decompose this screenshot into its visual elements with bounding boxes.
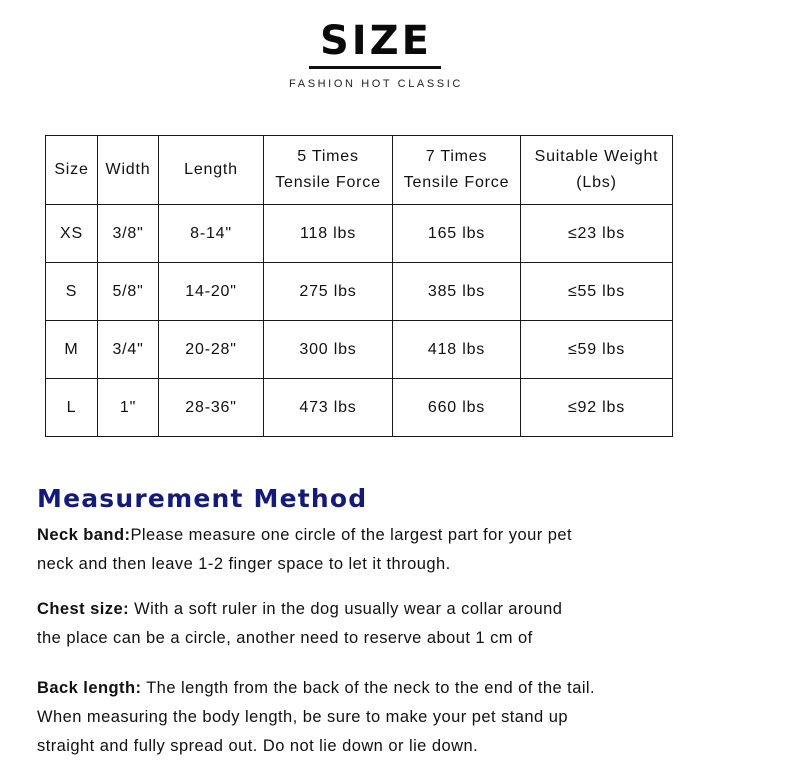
cell-length: 8-14"	[159, 205, 264, 263]
cell-7x-force: 660 lbs	[393, 379, 521, 437]
cell-size: XS	[46, 205, 98, 263]
cell-5x-force: 300 lbs	[264, 321, 393, 379]
table-row	[46, 205, 673, 263]
table-row	[46, 379, 673, 437]
cell-width: 3/4"	[98, 321, 159, 379]
cell-length: 28-36"	[159, 379, 264, 437]
cell-7x-force: 165 lbs	[393, 205, 521, 263]
table-row	[46, 321, 673, 379]
page-subtitle: FASHION HOT CLASSIC	[289, 78, 463, 90]
chest-size-label: Chest size:	[37, 600, 130, 618]
cell-width: 5/8"	[98, 263, 159, 321]
cell-7x-force: 418 lbs	[393, 321, 521, 379]
cell-weight: ≤92 lbs	[521, 379, 673, 437]
cell-5x-force: 473 lbs	[264, 379, 393, 437]
header-size: Size	[46, 136, 98, 205]
table-header-row	[46, 136, 673, 205]
back-length-text-line3: straight and fully spread out. Do not lie down or lie down.	[37, 737, 479, 755]
title-underline	[309, 66, 441, 69]
cell-size: L	[46, 379, 98, 437]
cell-weight: ≤55 lbs	[521, 263, 673, 321]
chest-size-paragraph	[37, 595, 737, 653]
cell-5x-force: 275 lbs	[264, 263, 393, 321]
header-7x-tensile-force: 7 Times Tensile Force	[393, 136, 521, 205]
chest-size-text-line2: the place can be a circle, another need to reserve about 1 cm of	[37, 629, 533, 647]
neck-band-paragraph	[37, 521, 737, 579]
back-length-text-line1: The length from the back of the neck to the end of the tail.	[141, 679, 596, 697]
size-table	[45, 135, 673, 437]
back-length-paragraph	[37, 674, 737, 761]
cell-width: 1"	[98, 379, 159, 437]
header-5x-tensile-force: 5 Times Tensile Force	[264, 136, 393, 205]
cell-5x-force: 118 lbs	[264, 205, 393, 263]
cell-weight: ≤23 lbs	[521, 205, 673, 263]
header-length: Length	[159, 136, 264, 205]
header-width: Width	[98, 136, 159, 205]
page-title: SIZE	[319, 18, 433, 64]
measurement-method-heading: Measurement Method	[37, 484, 368, 513]
neck-band-text-line1: Please measure one circle of the largest part for your pet	[130, 526, 573, 544]
header-suitable-weight: Suitable Weight (Lbs)	[521, 136, 673, 205]
neck-band-label: Neck band:	[37, 526, 131, 544]
back-length-label: Back length:	[37, 679, 142, 697]
cell-length: 14-20"	[159, 263, 264, 321]
cell-size: S	[46, 263, 98, 321]
chest-size-text-line1: With a soft ruler in the dog usually wear a collar around	[129, 600, 563, 618]
cell-size: M	[46, 321, 98, 379]
table-row	[46, 263, 673, 321]
back-length-text-line2: When measuring the body length, be sure to make your pet stand up	[37, 708, 568, 726]
neck-band-text-line2: neck and then leave 1-2 finger space to let it through.	[37, 555, 451, 573]
cell-length: 20-28"	[159, 321, 264, 379]
cell-7x-force: 385 lbs	[393, 263, 521, 321]
cell-weight: ≤59 lbs	[521, 321, 673, 379]
cell-width: 3/8"	[98, 205, 159, 263]
